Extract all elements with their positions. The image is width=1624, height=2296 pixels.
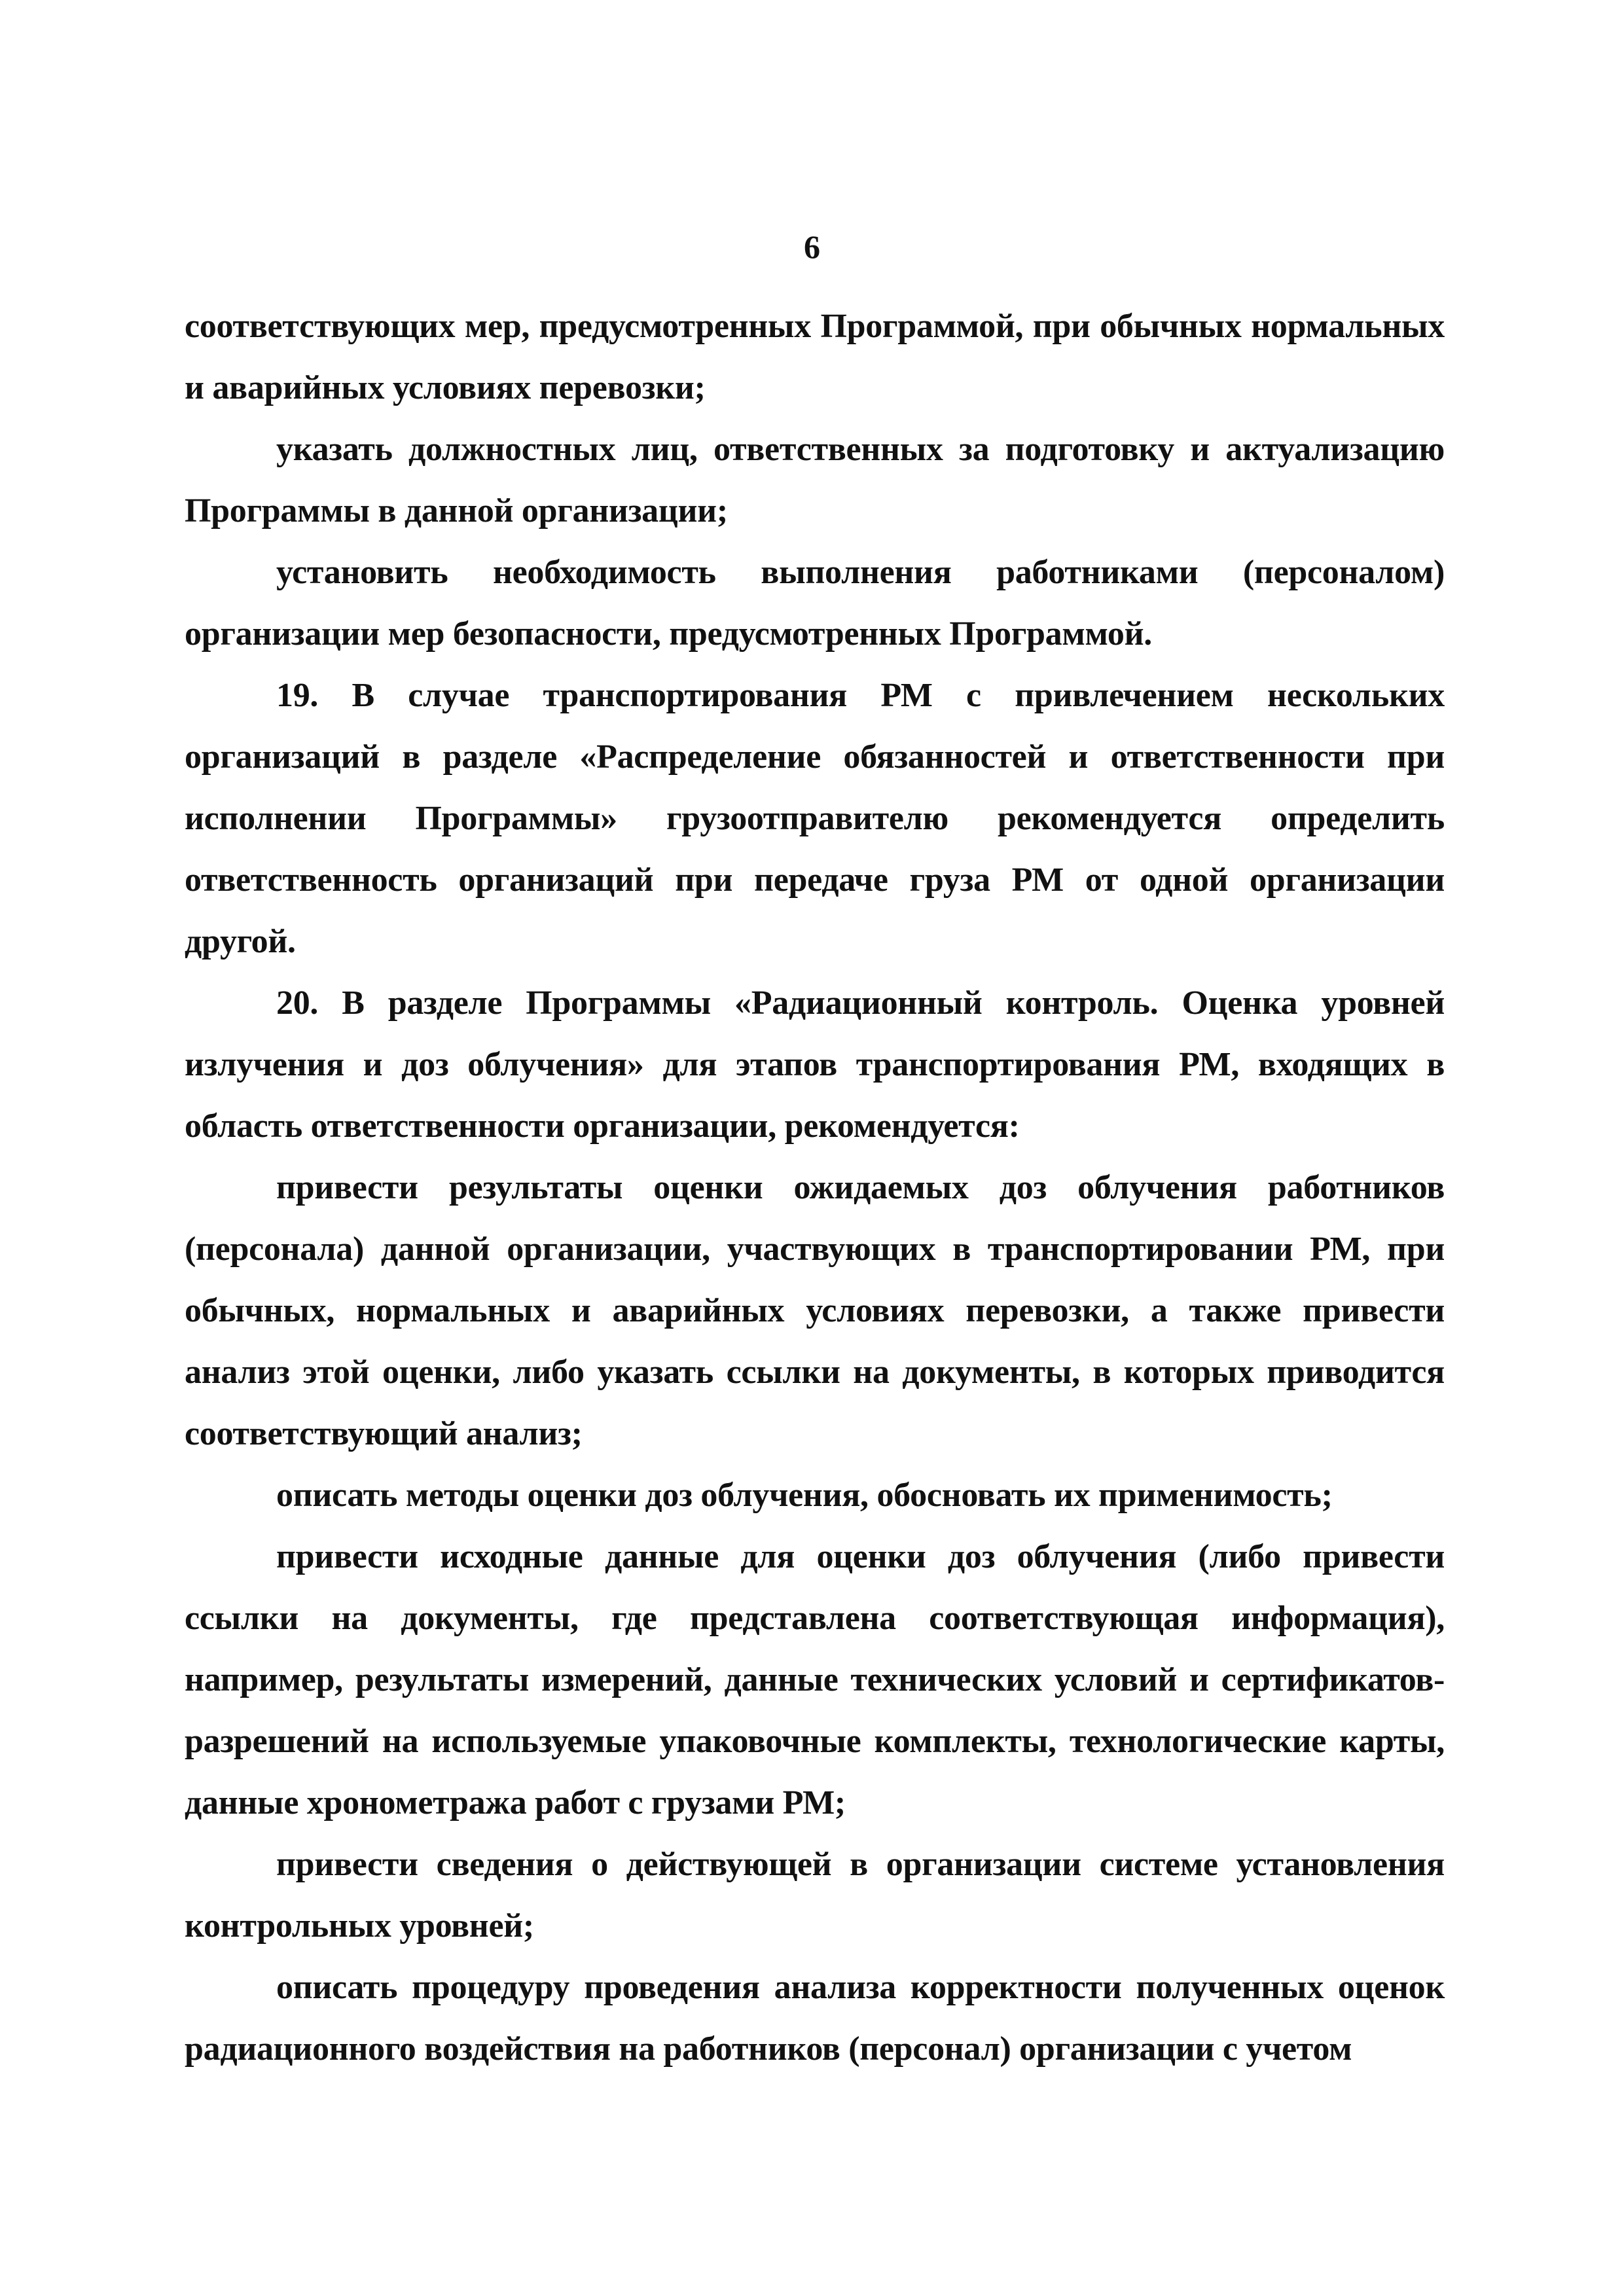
paragraph-analysis-procedure: описать процедуру проведения анализа корректности полученных оценок радиационного воздействия на работников (персонал) организации с учетом	[185, 1969, 1445, 2068]
paragraph-item-19: 19. В случае транспортирования РМ с привлечением нескольких организаций в разделе «Распределение обязанностей и ответственности при исполнении Программы» грузоотправителю рекомендуется определить ответственность организаций при передаче груза РМ от одной организации другой.	[185, 677, 1445, 960]
page-number: 6	[804, 228, 820, 265]
paragraph-input-data: привести исходные данные для оценки доз облучения (либо привести ссылки на документы, где представлена соответствующая информация), например, результаты измерений, данные технических условий и сертификатов-разрешений на используемые упаковочные комплекты, технологические карты, данные хронометража работ с грузами РМ;	[185, 1538, 1445, 1821]
paragraph-responsible-persons: указать должностных лиц, ответственных за подготовку и актуализацию Программы в данной организации;	[185, 431, 1445, 529]
paragraph-continuation: соответствующих мер, предусмотренных Программой, при обычных нормальных и аварийных условиях перевозки;	[185, 308, 1445, 406]
paragraph-dose-methods: описать методы оценки доз облучения, обосновать их применимость;	[276, 1477, 1333, 1514]
paragraph-item-20: 20. В разделе Программы «Радиационный контроль. Оценка уровней излучения и доз облучения» для этапов транспортирования РМ, входящих в область ответственности организации, рекомендуется:	[185, 984, 1445, 1145]
paragraph-dose-assessment: привести результаты оценки ожидаемых доз облучения работников (персонала) данной организации, участвующих в транспортировании РМ, при обычных, нормальных и аварийных условиях перевозки, а также привести анализ этой оценки, либо указать ссылки на документы, в которых приводится соответствующий анализ;	[185, 1169, 1445, 1452]
document-body	[185, 296, 1445, 2080]
paragraph-safety-measures: установить необходимость выполнения работниками (персоналом) организации мер безопасности, предусмотренных Программой.	[185, 554, 1445, 653]
paragraph-control-levels: привести сведения о действующей в организации системе установления контрольных уровней;	[185, 1846, 1445, 1945]
